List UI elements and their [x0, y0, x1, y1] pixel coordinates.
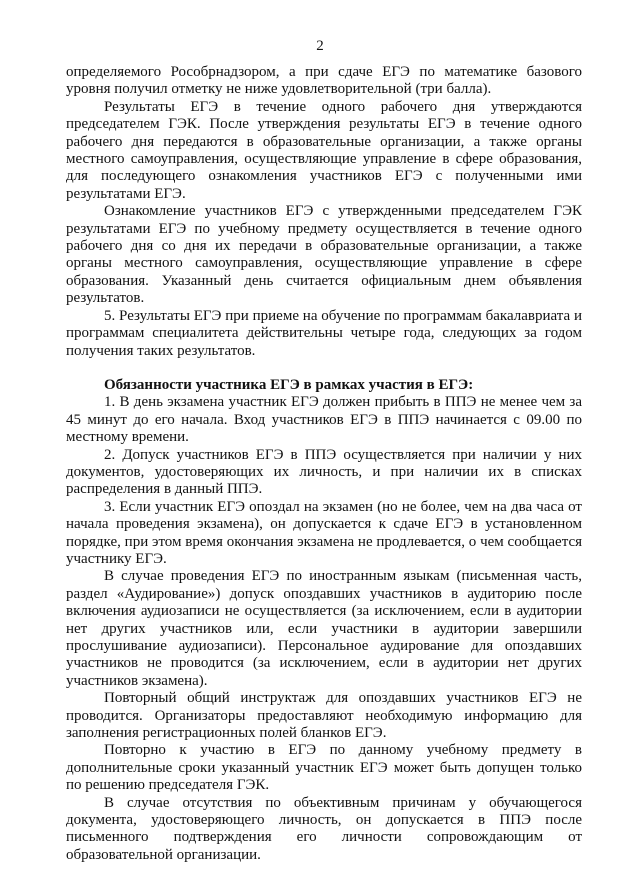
paragraph-duty-arrival: 1. В день экзамена участник ЕГЭ должен прибыть в ППЭ не менее чем за 45 минут до его начала. Вход участников ЕГЭ в ППЭ начинается с 09.00 по местному времени.: [66, 394, 582, 446]
section-heading-duties: Обязанности участника ЕГЭ в рамках участия в ЕГЭ:: [104, 376, 474, 393]
paragraph-duty-admission: 2. Допуск участников ЕГЭ в ППЭ осуществляется при наличии у них документов, удостоверяющих их личность, и при наличии их в списках распределения в данный ППЭ.: [66, 446, 582, 498]
paragraph-duty-late-arrival: 3. Если участник ЕГЭ опоздал на экзамен (но не более, чем на два часа от начала проведения экзамена), он допускается к сдаче ЕГЭ в установленном порядке, при этом время окончания экзамена не продлевается, о чем сообщается участнику ЕГЭ.: [66, 498, 582, 567]
paragraph-foreign-languages: В случае проведения ЕГЭ по иностранным языкам (письменная часть, раздел «Аудирование») допуск опоздавших участников в аудиторию после включения аудиозаписи не осуществляется (за исключением, если в аудитории нет других участников или, если участники в аудитории завершили прослушивание аудиозаписи). Персональное аудирование для опоздавших участников не проводится (за исключением, если в аудитории нет других участников экзамена).: [66, 568, 582, 689]
paragraph-results-familiarization: Ознакомление участников ЕГЭ с утвержденными председателем ГЭК результатами ЕГЭ по учебному предмету осуществляется в течение одного рабочего дня со дня их передачи в образовательные организации, а также органы местного самоуправления, осуществляющие управление в сфере образования. Указанный день считается официальным днем объявления результатов.: [66, 203, 582, 307]
paragraph-repeat-participation: Повторно к участию в ЕГЭ по данному учебному предмету в дополнительные сроки указанный участник ЕГЭ может быть допущен только по решению председателя ГЭК.: [66, 742, 582, 794]
paragraph-repeat-briefing: Повторный общий инструктаж для опоздавших участников ЕГЭ не проводится. Организаторы предоставляют необходимую информацию для заполнения регистрационных полей бланков ЕГЭ.: [66, 690, 582, 742]
page-number: 2: [316, 38, 324, 54]
document-body: [66, 64, 582, 864]
paragraph-results-approval: Результаты ЕГЭ в течение одного рабочего дня утверждаются председателем ГЭК. После утверждения результаты ЕГЭ в течение одного рабочего дня передаются в образовательные организации, а также органы местного самоуправления, осуществляющие управление в сфере образования, для последующего ознакомления участников ЕГЭ с полученными ими результатами ЕГЭ.: [66, 98, 582, 202]
paragraph-missing-document: В случае отсутствия по объективным причинам у обучающегося документа, удостоверяющего личность, он допускается в ППЭ после письменного подтверждения его личности сопровождающим от образовательной организации.: [66, 794, 582, 863]
paragraph-results-validity: 5. Результаты ЕГЭ при приеме на обучение по программам бакалавриата и программам специалитета действительны четыре года, следующих за годом получения таких результатов.: [66, 307, 582, 359]
paragraph-continuation: определяемого Рособрнадзором, а при сдаче ЕГЭ по математике базового уровня получил отметку не ниже удовлетворительной (три балла).: [66, 64, 582, 98]
